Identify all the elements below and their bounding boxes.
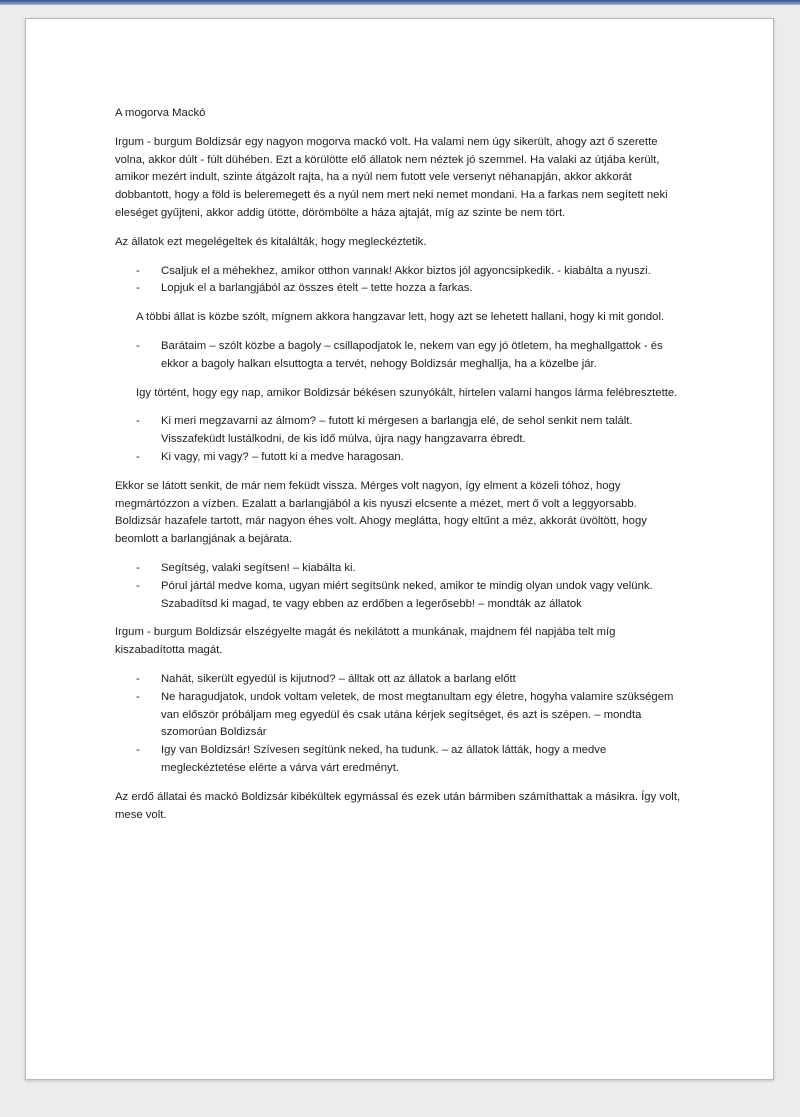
- dash-list: [115, 560, 685, 613]
- dash-list: [115, 263, 685, 299]
- dash-list: [115, 671, 685, 778]
- document-body: [115, 105, 685, 835]
- list-item: - Nahát, sikerült egyedül is kijutnod? – álltak ott az állatok a barlang előtt: [115, 671, 685, 689]
- list-item: - Segítség, valaki segítsen! – kiabálta ki.: [115, 560, 685, 578]
- window-top-edge: [0, 0, 800, 5]
- paragraph: Ekkor se látott senkit, de már nem feküdt vissza. Mérges volt nagyon, így elment a közeli tóhoz, hogy megmártózzon a vízben. Ezalatt a barlangjából a kis nyuszi elcsente a mézet, mert ő volt a leggyorsabb. Boldizsár hazafele tartott, már nagyon éhes volt. Ahogy meglátta, hogy eltűnt a méz, akkorát üvöltött, hogy beomlott a barlangjának a bejárata.: [115, 479, 647, 546]
- paragraph: Az állatok ezt megelégeltek és kitalálták, hogy megleckéztetik.: [115, 235, 427, 248]
- paragraph: Irgum - burgum Boldizsár elszégyelte magát és nekilátott a munkának, majdnem fél napjába telt míg kiszabadította magát.: [115, 626, 616, 657]
- list-item: - Igy van Boldizsár! Szívesen segítünk neked, ha tudunk. – az állatok látták, hogy a medve megleckéztetése elérte a várva várt eredményt.: [115, 742, 685, 778]
- list-item: - Ki vagy, mi vagy? – futott ki a medve haragosan.: [115, 449, 685, 467]
- dash-list: [115, 413, 685, 466]
- list-item: - Ki meri megzavarni az álmom? – futott ki mérgesen a barlangja elé, de sehol senkit nem talált. Visszafeküdt lustálkodni, de kis idő múlva, újra nagy hangzavarra ébredt.: [115, 413, 685, 449]
- dash-list: [115, 338, 685, 374]
- list-item: - Ne haragudjatok, undok voltam veletek, de most megtanultam egy életre, hogyha valamire szükségem van először próbáljam meg egyedül és csak utána kérjek segítséget, és azt is szépen. – mondta szomorúan Boldizsár: [115, 689, 685, 742]
- document-title: A mogorva Mackó: [115, 107, 206, 119]
- list-item: - Lopjuk el a barlangjából az összes ételt – tette hozza a farkas.: [115, 280, 685, 298]
- paragraph: A többi állat is közbe szólt, mígnem akkora hangzavar lett, hogy azt se lehetett hallani, hogy ki mit gondol.: [136, 311, 665, 324]
- list-item: - Pórul jártál medve koma, ugyan miért segítsünk neked, amikor te mindig olyan undok vagy velünk. Szabadítsd ki magad, te vagy ebben az erdőben a legerősebb! – mondták az állatok: [115, 578, 685, 614]
- document-page: [25, 18, 774, 1080]
- paragraph: Irgum - burgum Boldizsár egy nagyon mogorva mackó volt. Ha valami nem úgy sikerült, ahogy azt ő szerette volna, akkor dúlt - fúlt dühében. Ezt a körülötte elő állatok nem néztek jó szemmel. Ha valaki az útjába került, amikor mezért indult, szinte átgázolt rajta, ha a nyúl nem futott vele versenyt néhanapján, akkor akkorát dobbantott, hogy a föld is beleremegett és a nyúl nem mert neki nemet mondani. Ha a farkas nem segített neki eleséget gyűjteni, akkor addig ütötte, dörömbölte a háza ajtaját, míg az szinte be nem tört.: [115, 135, 668, 219]
- paragraph: Az erdő állatai és mackó Boldizsár kibékültek egymással és ezek után bármiben számíthattak a másikra. Így volt, mese volt.: [115, 790, 681, 821]
- list-item: - Csaljuk el a méhekhez, amikor otthon vannak! Akkor biztos jól agyoncsipkedik. - kiabálta a nyuszi.: [115, 263, 685, 281]
- paragraph: Igy történt, hogy egy nap, amikor Boldizsár békésen szunyókált, hirtelen valami hangos lárma felébresztette.: [136, 386, 678, 399]
- list-item: - Barátaim – szólt közbe a bagoly – csillapodjatok le, nekem van egy jó ötletem, ha meghallgattok - és ekkor a bagoly halkan elsuttogta a tervét, nehogy Boldizsár meghallja, ha a közelbe jár.: [115, 338, 685, 374]
